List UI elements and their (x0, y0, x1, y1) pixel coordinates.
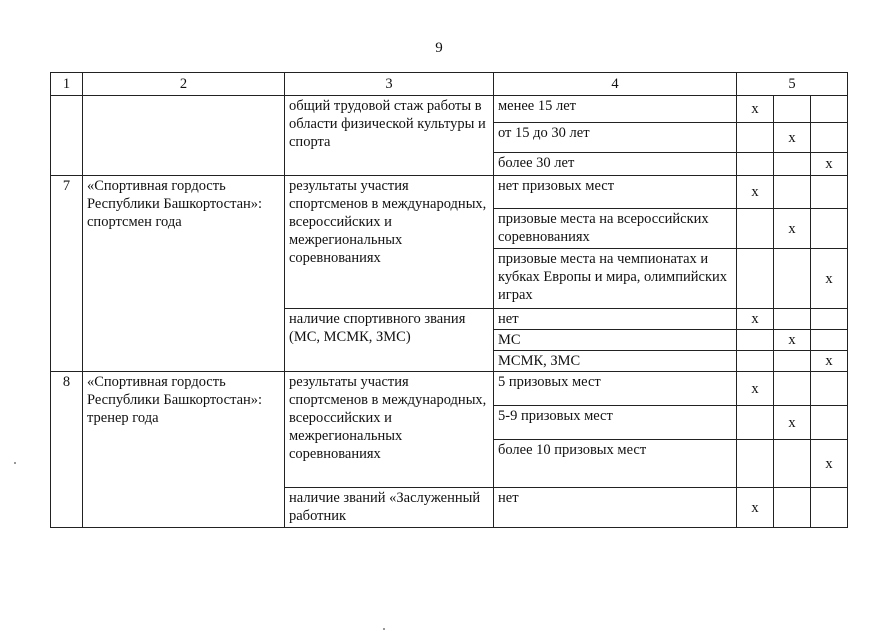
option-cell: более 10 призовых мест (494, 440, 737, 488)
scan-speck (383, 628, 385, 630)
score-empty (811, 488, 848, 528)
header-col-5: 5 (737, 73, 848, 96)
score-empty (737, 209, 774, 249)
score-mark: х (774, 209, 811, 249)
score-mark: х (774, 330, 811, 351)
option-cell: менее 15 лет (494, 96, 737, 123)
score-mark: х (774, 406, 811, 440)
score-mark: х (737, 96, 774, 123)
option-cell: МС (494, 330, 737, 351)
score-empty (737, 153, 774, 176)
nomination-cell (83, 96, 285, 176)
score-empty (774, 96, 811, 123)
score-empty (811, 96, 848, 123)
score-empty (811, 176, 848, 209)
scan-speck (14, 462, 16, 464)
option-cell: МСМК, ЗМС (494, 351, 737, 372)
option-cell: призовые места на чемпионатах и кубках Европы и мира, олимпийских играх (494, 249, 737, 309)
number-cell (51, 96, 83, 176)
score-empty (811, 209, 848, 249)
criterion-cell: результаты участия спортсменов в международных, всероссийских и межрегиональных соревнованиях (285, 176, 494, 309)
score-mark: х (811, 351, 848, 372)
header-col-4: 4 (494, 73, 737, 96)
score-mark: х (811, 249, 848, 309)
score-empty (774, 176, 811, 209)
header-col-3: 3 (285, 73, 494, 96)
score-empty (811, 309, 848, 330)
header-col-2: 2 (83, 73, 285, 96)
score-empty (774, 351, 811, 372)
score-empty (737, 406, 774, 440)
criterion-cell: наличие званий «Заслуженный работник (285, 488, 494, 528)
score-empty (737, 123, 774, 153)
criterion-cell: общий трудовой стаж работы в области физической культуры и спорта (285, 96, 494, 176)
option-cell: более 30 лет (494, 153, 737, 176)
score-empty (737, 440, 774, 488)
row-number: 8 (51, 372, 83, 528)
criterion-cell: наличие спортивного звания (МС, МСМК, ЗМС) (285, 309, 494, 372)
score-empty (811, 406, 848, 440)
score-empty (774, 488, 811, 528)
nomination-cell: «Спортивная гордость Республики Башкортостан»: тренер года (83, 372, 285, 528)
score-empty (737, 351, 774, 372)
score-empty (811, 372, 848, 406)
score-empty (774, 372, 811, 406)
score-empty (774, 440, 811, 488)
score-empty (737, 249, 774, 309)
score-empty (811, 330, 848, 351)
option-cell: 5 призовых мест (494, 372, 737, 406)
option-cell: 5-9 призовых мест (494, 406, 737, 440)
score-mark: х (737, 176, 774, 209)
score-empty (737, 330, 774, 351)
score-mark: х (811, 153, 848, 176)
option-cell: от 15 до 30 лет (494, 123, 737, 153)
header-col-1: 1 (51, 73, 83, 96)
score-mark: х (737, 372, 774, 406)
page-number: 9 (435, 40, 443, 56)
score-empty (774, 249, 811, 309)
table-row (51, 176, 848, 209)
option-cell: нет (494, 309, 737, 330)
score-mark: х (737, 488, 774, 528)
nomination-cell: «Спортивная гордость Республики Башкортостан»: спортсмен года (83, 176, 285, 372)
score-mark: х (737, 309, 774, 330)
criterion-cell: результаты участия спортсменов в международных, всероссийских и межрегиональных соревнованиях (285, 372, 494, 488)
score-mark: х (811, 440, 848, 488)
option-cell: призовые места на всероссийских соревнованиях (494, 209, 737, 249)
header-row (51, 73, 848, 96)
score-mark: х (774, 123, 811, 153)
table-row (51, 372, 848, 406)
score-empty (774, 309, 811, 330)
row-number: 7 (51, 176, 83, 372)
table-row (51, 96, 848, 123)
score-empty (774, 153, 811, 176)
option-cell: нет (494, 488, 737, 528)
option-cell: нет призовых мест (494, 176, 737, 209)
nomination-table (50, 72, 848, 528)
score-empty (811, 123, 848, 153)
